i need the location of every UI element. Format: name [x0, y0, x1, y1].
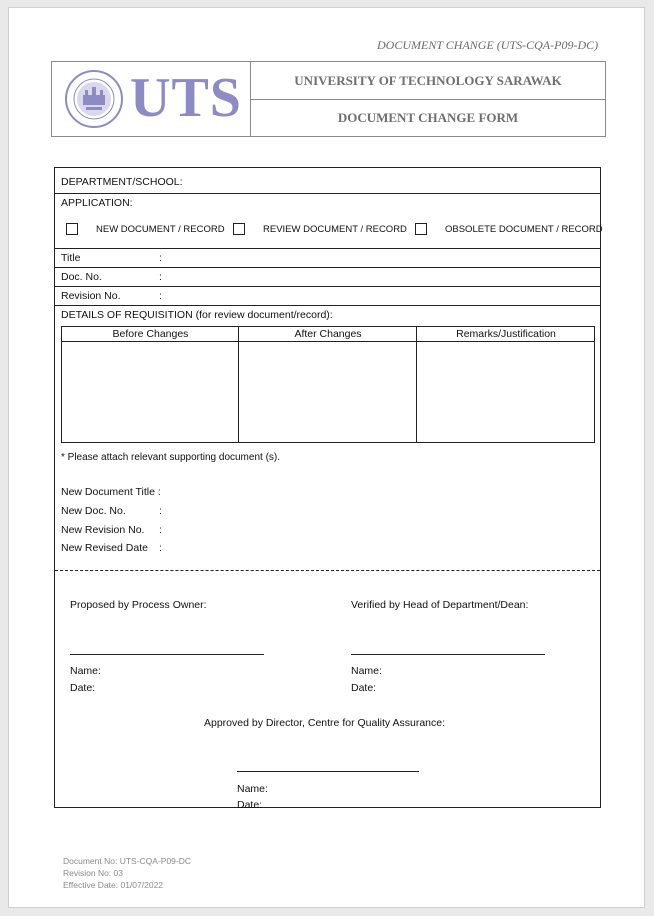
verified-date-label: Date: [351, 682, 377, 694]
university-seal-icon [64, 69, 124, 129]
revision-colon: : [159, 290, 162, 302]
remarks-header: Remarks/Justification [456, 328, 556, 340]
document-code: DOCUMENT CHANGE (UTS-CQA-P09-DC) [377, 38, 599, 52]
verified-signature-line [351, 654, 545, 655]
proposed-date-label: Date: [70, 682, 96, 694]
new-revision-label: New Revision No. [61, 524, 145, 536]
new-doc-no-label: New Doc. No. [61, 505, 126, 517]
approved-label: Approved by Director, Centre for Quality Assurance: [204, 717, 446, 729]
footer-document-no: Document No: UTS-CQA-P09-DC [63, 856, 192, 866]
new-revised-date-colon: : [159, 542, 162, 554]
after-changes-header: After Changes [294, 328, 362, 340]
header-table [51, 61, 606, 137]
new-revised-date-label: New Revised Date [61, 542, 148, 554]
obsolete-document-checkbox[interactable] [415, 223, 427, 235]
doc-no-label: Doc. No. [61, 271, 102, 283]
new-document-label: NEW DOCUMENT / RECORD [96, 224, 225, 235]
document-page [8, 7, 645, 908]
approved-date-label: Date: [237, 799, 263, 811]
review-document-checkbox[interactable] [233, 223, 245, 235]
application-label: APPLICATION: [61, 197, 133, 209]
title-colon: : [159, 252, 162, 264]
revision-label: Revision No. [61, 290, 121, 302]
approved-name-label: Name: [237, 783, 268, 795]
footer-revision-no: Revision No: 03 [63, 868, 124, 878]
university-name: UNIVERSITY OF TECHNOLOGY SARAWAK [251, 62, 605, 100]
department-label: DEPARTMENT/SCHOOL: [61, 176, 183, 188]
title-label: Title [61, 252, 81, 264]
form-box [54, 167, 603, 811]
proposed-label: Proposed by Process Owner: [70, 599, 207, 611]
approved-signature-line [237, 771, 419, 772]
proposed-signature-line [70, 654, 264, 655]
attach-note: * Please attach relevant supporting document (s). [61, 452, 281, 463]
details-label: DETAILS OF REQUISITION (for review document/record): [61, 309, 333, 321]
verified-name-label: Name: [351, 665, 382, 677]
doc-no-colon: : [159, 271, 162, 283]
form-title: DOCUMENT CHANGE FORM [337, 110, 519, 125]
verified-label: Verified by Head of Department/Dean: [351, 599, 529, 611]
new-doc-no-colon: : [159, 505, 162, 517]
logo-text: UTS [130, 67, 242, 129]
section-divider [55, 570, 600, 571]
new-document-checkbox[interactable] [66, 223, 78, 235]
new-doc-title-label: New Document Title : [61, 486, 161, 498]
logo-cell [52, 62, 251, 136]
proposed-name-label: Name: [70, 665, 101, 677]
new-revision-colon: : [159, 524, 162, 536]
before-changes-header: Before Changes [112, 328, 189, 340]
details-table [61, 326, 595, 443]
review-document-label: REVIEW DOCUMENT / RECORD [263, 224, 407, 235]
footer-effective-date: Effective Date: 01/07/2022 [63, 880, 164, 890]
obsolete-document-label: OBSOLETE DOCUMENT / RECORD [445, 224, 603, 235]
